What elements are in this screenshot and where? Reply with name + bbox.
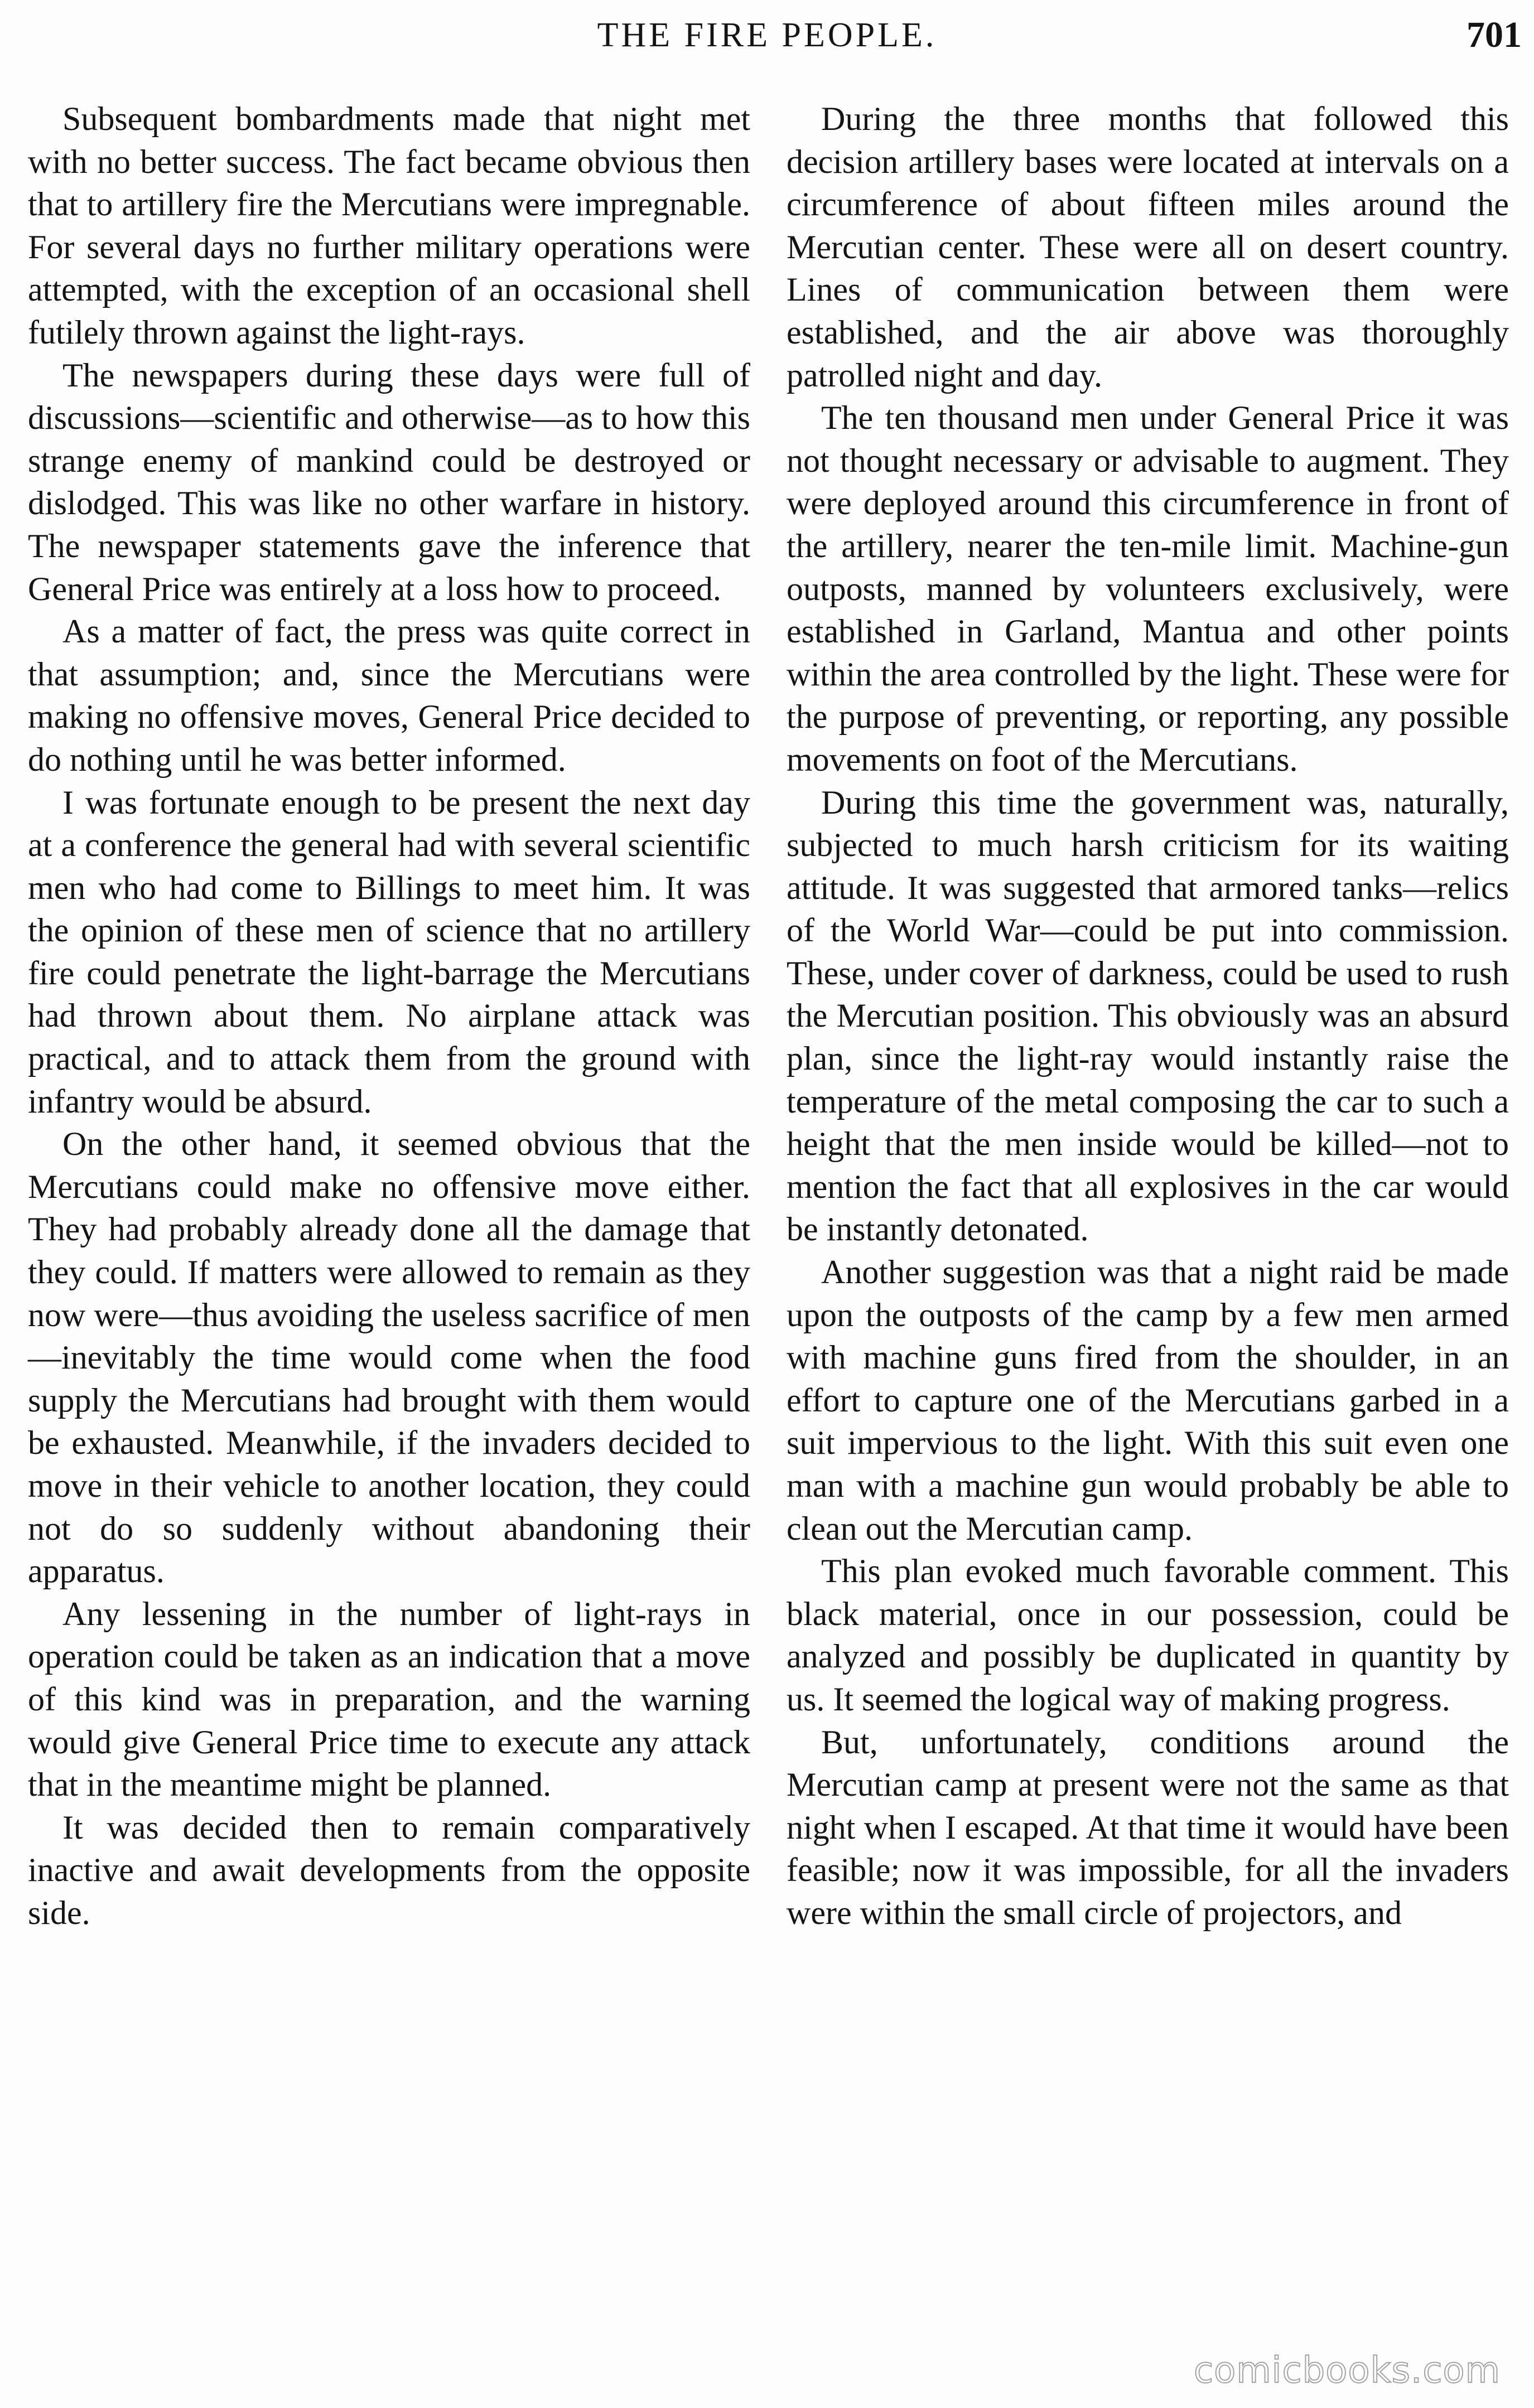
paragraph: I was fortunate enough to be present the next day at a conference the general had with several scientific men who had come to Billings to meet him. It was the opinion of these men of science that no artillery fire could penetrate the light-barrage the Mercutians had thrown about them. No airplane attack was practical, and to attack them from the ground with infantry would be absurd. xyxy=(28,784,750,1120)
paragraph: The ten thousand men under General Price it was not thought necessary or advisable to augment. They were deployed around this circumference in front of the artillery, nearer the ten-mile limit. Machine-gun outposts, manned by volunteers exclusively, were established in Garland, Mantua and other points within the area controlled by the light. These were for the purpose of preventing, or reporting, any possible movements on foot of the Mercutians. xyxy=(787,399,1509,778)
page-number: 701 xyxy=(1467,14,1522,55)
watermark: comicbooks.com xyxy=(1193,2350,1501,2391)
paragraph: Subsequent bombardments made that night met with no better success. The fact became obvious then that to artillery fire the Mercutians were impregnable. For several days no further military operations were attempted, with the exception of an occasional shell futilely thrown against the light-rays. xyxy=(28,100,750,351)
paragraph: It was decided then to remain comparatively inactive and await developments from the opposite side. xyxy=(28,1809,750,1931)
paragraph: But, unfortunately, conditions around the Mercutian camp at present were not the same as that night when I escaped. At that time it would have been feasible; now it was impossible, for all the invaders were within the small circle of projectors, and xyxy=(787,1723,1509,1931)
paragraph: The newspapers during these days were full of discussions—scientific and otherwise—as to how this strange enemy of mankind could be destroyed or dislodged. This was like no other warfare in history. The newspaper statements gave the inference that General Price was entirely at a loss how to proceed. xyxy=(28,356,750,607)
paragraph: On the other hand, it seemed obvious that the Mercutians could make no offensive move either. They had probably already done all the damage that they could. If matters were allowed to remain as they now were—thus avoiding the useless sacrifice of men—inevitably the time would come when the food supply the Mercutians had brought with them would be exhausted. Meanwhile, if the invaders decided to move in their vehicle to another location, they could not do so suddenly without abandoning their apparatus. xyxy=(28,1125,750,1590)
paragraph: Any lessening in the number of light-rays in operation could be taken as an indication that a move of this kind was in preparation, and the warning would give General Price time to execute any attack that in the meantime might be planned. xyxy=(28,1595,750,1803)
paragraph: During the three months that followed this decision artillery bases were located at intervals on a circumference of about fifteen miles around the Mercutian center. These were all on desert country. Lines of communication between them were established, and the air above was thoroughly patrolled night and day. xyxy=(787,100,1509,394)
right-column xyxy=(787,98,1509,1935)
paragraph: This plan evoked much favorable comment. This black material, once in our possession, could be analyzed and possibly be duplicated in quantity by us. It seemed the logical way of making progress. xyxy=(787,1553,1509,1718)
paragraph: During this time the government was, naturally, subjected to much harsh criticism for its waiting attitude. It was suggested that armored tanks—relics of the World War—could be put into commission. These, under cover of darkness, could be used to rush the Mercutian position. This obviously was an absurd plan, since the light-ray would instantly raise the temperature of the metal composing the car to such a height that the men inside would be killed—not to mention the fact that all explosives in the car would be instantly detonated. xyxy=(787,784,1509,1248)
running-title: THE FIRE PEOPLE. xyxy=(597,16,937,54)
page-header xyxy=(0,10,1534,60)
paragraph: As a matter of fact, the press was quite correct in that assumption; and, since the Mercutians were making no offensive moves, General Price decided to do nothing until he was better informed. xyxy=(28,613,750,778)
left-column xyxy=(28,98,750,1935)
paragraph: Another suggestion was that a night raid be made upon the outposts of the camp by a few men armed with machine guns fired from the shoulder, in an effort to capture one of the Mercutians garbed in a suit impervious to the light. With this suit even one man with a machine gun would probably be able to clean out the Mercutian camp. xyxy=(787,1254,1509,1547)
